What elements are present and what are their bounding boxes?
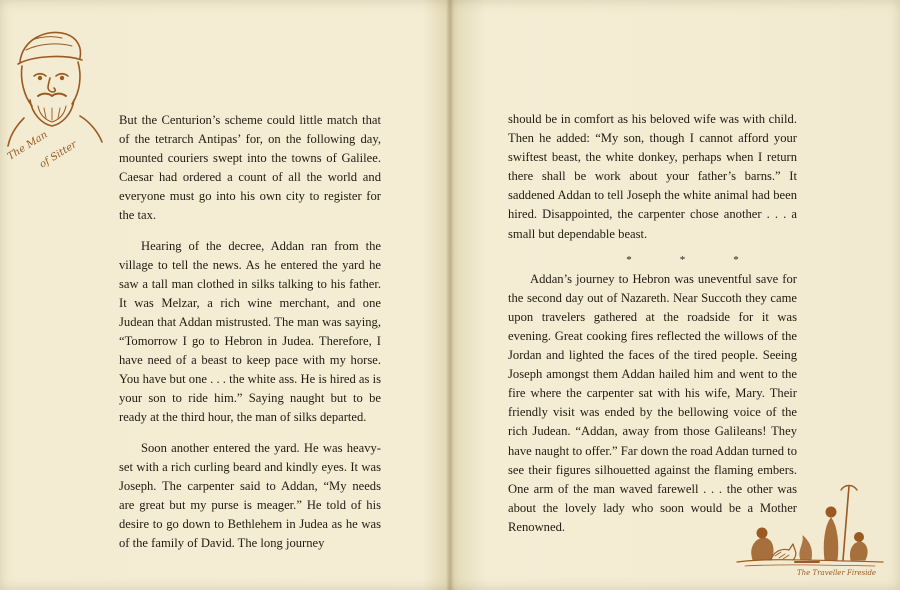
paragraph: But the Centurion’s scheme could little match that of the tetrarch Antipas’ for, on the following day, mounted couriers swept into the towns of Galilee. Caesar had ordered a count of all the world and everyone must go into his own city to register for the tax.: [119, 113, 381, 223]
svg-text:The Traveller Fireside: The Traveller Fireside: [797, 569, 877, 577]
paragraph: Hearing of the decree, Addan ran from the village to tell the news. As he entered the yard he saw a tall man clothed in silks talking to his father. It was Melzar, a rich wine merchant, and one Judean that Addan mistrusted. The man was saying, “Tomorrow I go to Hebron in Judea. Therefore, I have need of a beast to keep pace with my horse. You have but one . . . the white ass. He is hired as is your son to ride him.” Saying naught but to be ready at the third hour, the man of silks departed.: [119, 238, 381, 425]
bearded-man-sketch: [2, 22, 112, 172]
section-break-star: *: [679, 253, 686, 266]
paragraph: Soon another entered the yard. He was heavy-set with a rich curling beard and kindly eyes. It was Joseph. The carpenter said to Addan, “My needs are great but my purse is meager.” He told of his desire to go down to Bethlehem in Judea as he was of the family of David. The long journey: [119, 440, 381, 550]
svg-text:The Man: The Man: [5, 129, 50, 163]
section-break-star: *: [733, 253, 739, 266]
svg-text:of Sitter: of Sitter: [37, 139, 79, 171]
section-break: [568, 255, 797, 266]
left-page-text: [119, 111, 381, 564]
paragraph: Addan’s journey to Hebron was uneventful save for the second day out of Nazareth. Near Succoth they came upon travelers gathered at the roadside for it was evening. Great cooking fires reflected the willows of the Jordan and lighted the faces of the tired people. Seeing Joseph amongst them Addan hailed him and went to the fire where the carpenter sat with his wife, Mary. Their friendly visit was ended by the bellowing voice of the rich Judean. “Addan, away from those Galileans! They have naught to offer.” Far down the road Addan turned to see their figures silhouetted against the flaming embers. One arm of the man waved farewell . . . the other was about the lovely lady who soon would be a Mother Renowned.: [508, 271, 797, 534]
paragraph: should be in comfort as his beloved wife was with child. Then he added: “My son, though I cannot afford your swiftest beast, the white donkey, perhaps when I return there shall be work about your father’s barns.” It saddened Addan to tell Joseph the white animal had been hired. Disappointed, the carpenter chose another . . . a small but dependable beast.: [508, 112, 797, 241]
campfire-scene-sketch: [735, 478, 885, 578]
section-break-star: *: [626, 253, 632, 266]
